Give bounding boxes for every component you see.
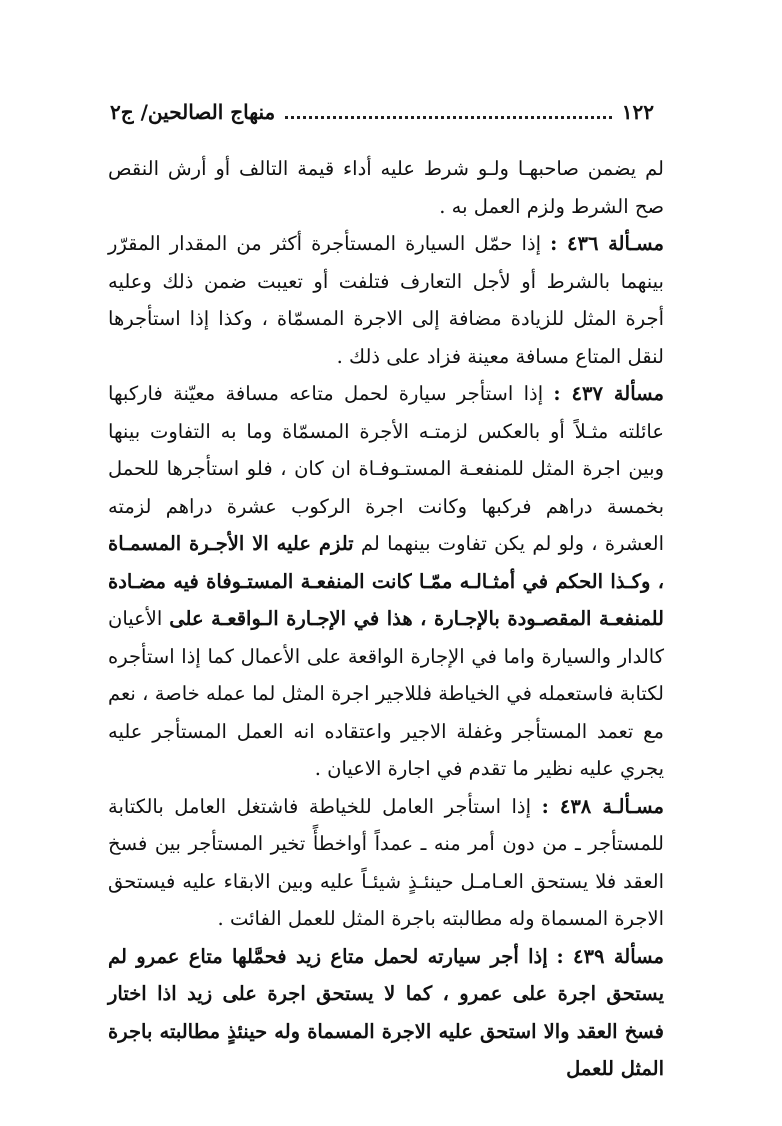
issue-436 [108,225,664,375]
paragraph-text: إذا حمّل السيارة المستأجرة أكثر من المقدار المقرّر بينهما بالشرط أو لأجل التعارف فتلفت أو تعيبت ضمن ذلك وعليه أجرة المثل للزيادة مضافة إلى الاجرة المسمّاة ، وكذا إذا استأجرها لنقل المتاع مسافة معينة فزاد على ذلك . [108,232,664,368]
issue-label: مسألة ٤٣٧ : [553,382,664,405]
paragraph-text: إذا أجر سيارته لحمل متاع زيد فحمَّلها متاع عمرو لم يستحق اجرة على عمرو ، كما لا يستحق اجرة على زيد اذا اختار فسخ العقد والا استحق عليه الاجرة المسماة وله حينئذٍ مطالبته باجرة المثل للعمل [108,944,664,1080]
header-leader-dots [285,102,612,119]
paragraph-text: لم يضمن صاحبهـا ولـو شرط عليه أداء قيمة التالف أو أرش النقص صح الشرط ولزم العمل به . [108,157,664,218]
page-number: ١٢٢ [621,100,654,124]
issue-label: مسألة ٤٣٩ : [556,944,664,968]
paragraph-text-after: الأعيان كالدار والسيارة واما في الإجارة الواقعة على الأعمال كما إذا استأجره لكتابة فاستعمله في الخياطة فللاجير اجرة المثل لما عمله خاصة ، نعم مع تعمد المستأجر وغفلة الاجير واعتقاده انه العمل المستأجر عليه يجري عليه نظير ما تقدم في اجارة الاعيان . [108,607,664,780]
issue-439 [108,938,664,1088]
issue-label: مسـألة ٤٣٦ : [550,232,664,255]
body-text [108,150,664,1088]
issue-437 [108,375,664,788]
running-title: منهاج الصالحين/ ج٢ [110,100,276,124]
page-header [110,100,654,130]
paragraph-text: إذا استأجر سيارة لحمل متاعه مسافة معيّنة فاركبها عائلته مثـلاً أو بالعكس لزمتـه الأجرة المسمّاة وما به التفاوت بينها وبين اجرة المثل للمنفعـة المستـوفـاة ان كان ، فلو استأجرها للحمل بخمسة دراهم فركبها وكانت اجرة الركوب عشرة دراهم لزمته العشرة ، ولو لم يكن تفاوت بينهما لم [108,382,664,555]
issue-label: مسـألـة ٤٣٨ : [541,794,664,818]
paragraph-continuation [108,150,664,225]
paragraph-bold-text: تلزم عليه الا الأجـرة المسمـاة ، وكـذا الحكم في أمثـالـه ممّـا كانت المنفعـة المستـوفاة فيه مضـادة للمنفعـة المقصـودة بالإجـارة ، هذا في الإجـارة الـواقعـة على [108,532,664,630]
paragraph-text: إذا استأجر العامل للخياطة فاشتغل العامل بالكتابة للمستأجر ـ من دون أمر منه ـ عمداً أواخطأً تخير المستأجر بين فسخ العقد فلا يستحق العـامـل حينئـذٍ شيئـاً عليه وبين الابقاء عليه فيستحق الاجرة المسماة وله مطالبته باجرة المثل للعمل الفائت . [108,794,664,930]
issue-438 [108,788,664,938]
